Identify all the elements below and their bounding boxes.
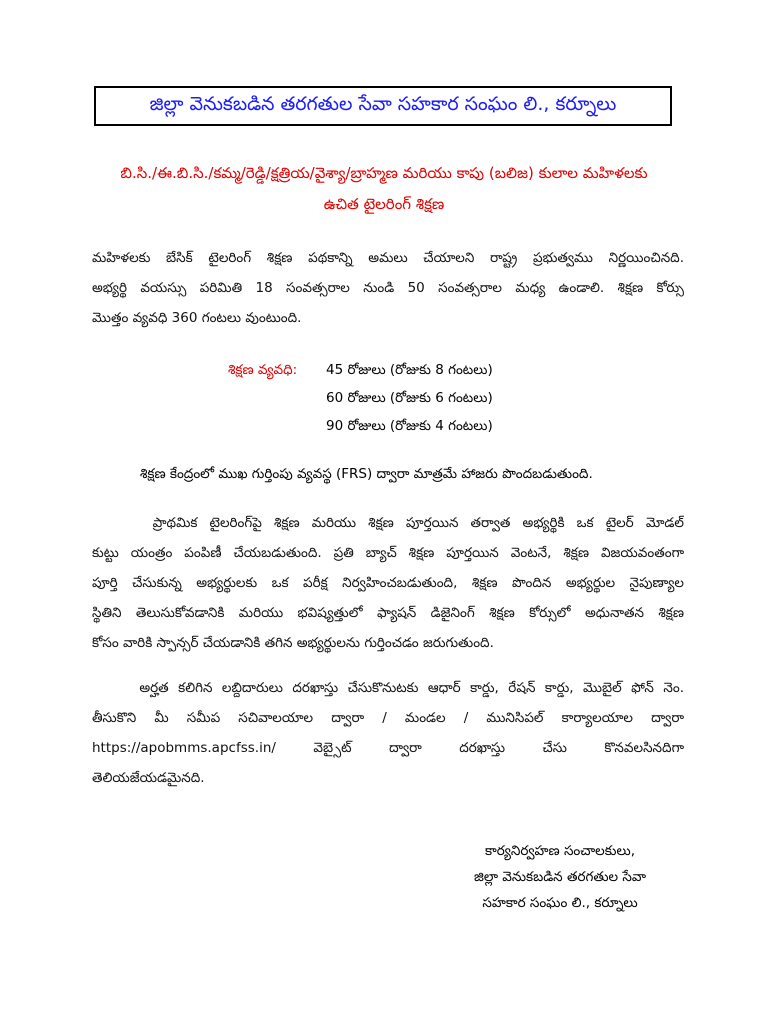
duration-row [228,384,493,412]
duration-option: 60 రోజులు (రోజుకు 6 గంటలు) [326,390,493,406]
training-line: పూర్తి చేసుకున్న అభ్యర్థులకు ఒక పరీక్ష నిర్వహించబడుతుంది, శిక్షణ పొందిన అభ్యర్థుల నైపుణ్యాల [92,575,684,591]
application-line: తెలియజేయడమైనది. [92,770,205,786]
application-url-line[interactable]: https://apobmms.apcfss.in/ వెబ్సైట్ ద్వారా దరఖాస్తు చేసు కొనవలసినదిగా [92,740,684,756]
duration-label: శిక్షణ వ్యవధి: [228,362,298,378]
attendance-frs-note: శిక్షణ కేంద్రంలో ముఖ గుర్తింపు వ్యవస్థ (FRS) ద్వారా మాత్రమే హాజరు పొందబడుతుంది. [140,466,593,482]
intro-line: మహిళలకు బేసిక్ టైలరింగ్ శిక్షణ పథకాన్ని అమలు చేయాలని రాష్ట్ర ప్రభుత్వము నిర్ణయించినది. [92,250,684,266]
signature-designation: కార్యనిర్వహణ సంచాలకులు, [485,843,635,859]
training-line: కుట్టు యంత్రం పంపిణీ చేయబడుతుంది. ప్రతి బ్యాచ్ శిక్షణ పూర్తయిన వెంటనే, శిక్షణ విజయవంతంగా [92,545,684,561]
page-title: జిల్లా వెనుకబడిన తరగతుల సేవా సహకార సంఘం లి., కర్నూలు [149,92,617,115]
duration-option: 45 రోజులు (రోజుకు 8 గంటలు) [326,362,493,378]
intro-line: అభ్యర్థి వయస్సు పరిమితి 18 సంవత్సరాల నుండి 50 సంవత్సరాల మధ్య ఉండాలి. శిక్షణ కోర్సు [92,280,684,296]
duration-row [228,412,493,440]
duration-row [228,356,493,384]
training-duration-block [228,356,493,440]
intro-paragraph [92,243,684,333]
duration-option: 90 రోజులు (రోజుకు 4 గంటలు) [326,418,493,434]
training-paragraph [92,508,684,658]
signature-org-line: సహకార సంఘం లి., కర్నూలు [482,895,638,911]
subtitle-free-tailoring: ఉచిత టైలరింగ్ శిక్షణ [323,195,445,213]
application-line: అర్హత కలిగిన లబ్దిదారులు దరఖాస్తు చేసుకొనుటకు ఆధార్ కార్డు, రేషన్ కార్డు, మొబైల్ ఫోన్ నెం. [92,680,684,696]
title-box [94,86,672,126]
application-paragraph [92,673,684,793]
training-line: స్థితిని తెలుసుకోవడానికి మరియు భవిష్యత్తులో ఫ్యాషన్ డిజైనింగ్ శిక్షణ కోర్సులో అధునాతన శిక్షణ [92,605,684,621]
signature-org-line: జిల్లా వెనుకబడిన తరగతుల సేవా [473,869,646,885]
training-line: ప్రాథమిక టైలరింగ్‌పై శిక్షణ మరియు శిక్షణ పూర్తయిన తర్వాత అభ్యర్థికి ఒక టైలర్ మోడల్ [92,515,684,531]
intro-line: మొత్తం వ్యవధి 360 గంటలు వుంటుంది. [92,310,302,326]
training-line: కోసం వారికి స్పాన్సర్ చేయడానికి తగిన అభ్యర్థులను గుర్తించడం జరుగుతుంది. [92,635,494,651]
signature-block [440,838,680,916]
subtitle-eligible-castes: బి.సి./ఈ.బి.సి./కమ్మ/రెడ్డి/క్షత్రియ/వైశ్యా/బ్రాహ్మణ మరియు కాపు (బలిజ) కులాల మహిళలకు [120,164,648,182]
application-line: తీసుకొని మీ సమీప సచివాలయాల ద్వారా / మండల / మునిసిపల్ కార్యాలయాల ద్వారా [92,710,684,726]
